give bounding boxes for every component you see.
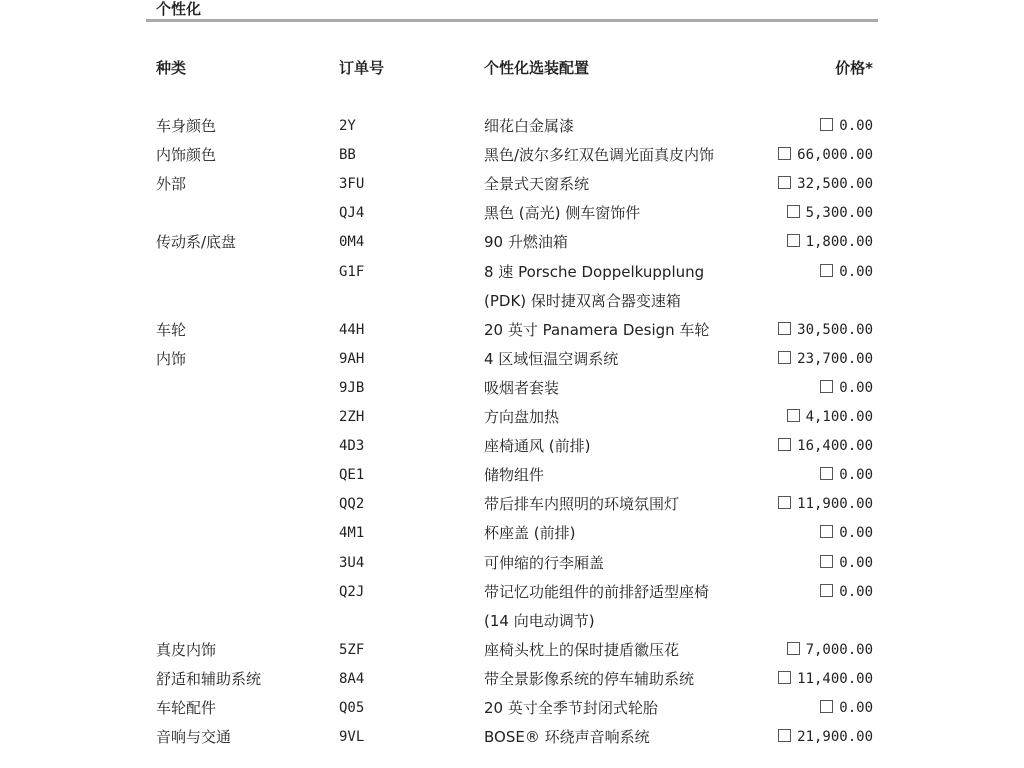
price-value: 0.00 bbox=[839, 467, 873, 484]
price-value: 30,500.00 bbox=[797, 321, 873, 338]
table-row bbox=[0, 582, 1024, 611]
price-value: 21,900.00 bbox=[797, 729, 873, 746]
row-option: 20 英寸 Panamera Design 车轮 bbox=[484, 320, 710, 339]
row-order-no: 2Y bbox=[339, 118, 356, 134]
row-order-no: 44H bbox=[339, 321, 365, 338]
row-price bbox=[760, 640, 873, 660]
option-checkbox[interactable] bbox=[778, 351, 791, 364]
header-price: 价格* bbox=[835, 59, 873, 77]
row-option: 细花白金属漆 bbox=[484, 117, 575, 135]
row-price bbox=[760, 523, 873, 543]
row-option: (14 向电动调节) bbox=[484, 611, 595, 630]
table-row bbox=[0, 611, 1024, 640]
option-checkbox[interactable] bbox=[820, 700, 833, 713]
table-row bbox=[0, 553, 1024, 582]
table-row bbox=[0, 116, 1024, 145]
section-title: 个性化 bbox=[156, 0, 202, 18]
option-checkbox[interactable] bbox=[820, 525, 833, 538]
price-value: 23,700.00 bbox=[797, 350, 873, 367]
row-price bbox=[760, 436, 873, 456]
row-order-no: G1F bbox=[339, 263, 365, 280]
row-price bbox=[760, 465, 873, 485]
row-price bbox=[760, 553, 873, 573]
row-option: 方向盘加热 bbox=[484, 408, 560, 426]
option-checkbox[interactable] bbox=[820, 467, 833, 480]
row-option: 黑色 (高光) 侧车窗饰件 bbox=[484, 204, 641, 223]
option-checkbox[interactable] bbox=[778, 322, 791, 335]
row-option: 带记忆功能组件的前排舒适型座椅 bbox=[484, 582, 710, 601]
row-option: 储物组件 bbox=[484, 466, 545, 485]
row-category: 车轮 bbox=[156, 320, 187, 339]
row-order-no: 9AH bbox=[339, 350, 365, 367]
row-category: 内饰颜色 bbox=[156, 146, 217, 165]
row-price bbox=[760, 407, 873, 427]
row-option: (PDK) 保时捷双离合器变速箱 bbox=[484, 291, 681, 310]
row-order-no: 4D3 bbox=[339, 438, 365, 455]
row-order-no: 0M4 bbox=[339, 234, 365, 251]
row-price bbox=[760, 145, 873, 165]
table-row bbox=[0, 232, 1024, 261]
table-row bbox=[0, 407, 1024, 436]
row-option: 全景式天窗系统 bbox=[484, 175, 590, 194]
price-value: 1,800.00 bbox=[805, 234, 873, 251]
option-checkbox[interactable] bbox=[778, 438, 791, 451]
row-order-no: 3FU bbox=[339, 176, 365, 193]
row-order-no: QE1 bbox=[339, 467, 365, 484]
option-checkbox[interactable] bbox=[787, 409, 800, 422]
row-option: 可伸缩的行李厢盖 bbox=[484, 553, 605, 572]
row-option: BOSE® 环绕声音响系统 bbox=[484, 728, 650, 747]
table-row bbox=[0, 291, 1024, 320]
row-category: 音响与交通 bbox=[156, 728, 232, 747]
row-price bbox=[760, 727, 873, 747]
table-row bbox=[0, 727, 1024, 756]
row-price bbox=[760, 116, 873, 136]
table-row bbox=[0, 698, 1024, 727]
row-order-no: 9VL bbox=[339, 729, 365, 746]
row-order-no: 9JB bbox=[339, 379, 365, 396]
row-price bbox=[760, 262, 873, 282]
price-value: 32,500.00 bbox=[797, 176, 873, 193]
price-value: 16,400.00 bbox=[797, 438, 873, 455]
table-row bbox=[0, 203, 1024, 232]
table-row bbox=[0, 320, 1024, 349]
price-value: 5,300.00 bbox=[805, 205, 873, 222]
table-row bbox=[0, 174, 1024, 203]
row-category: 外部 bbox=[156, 175, 187, 194]
option-checkbox[interactable] bbox=[820, 118, 833, 131]
row-option: 黑色/波尔多红双色调光面真皮内饰 bbox=[484, 146, 715, 165]
row-option: 带全景影像系统的停车辅助系统 bbox=[484, 669, 695, 688]
row-option: 吸烟者套装 bbox=[484, 378, 560, 397]
option-checkbox[interactable] bbox=[778, 496, 791, 509]
price-value: 0.00 bbox=[839, 525, 873, 542]
row-option: 杯座盖 (前排) bbox=[484, 524, 576, 543]
row-category: 传动系/底盘 bbox=[156, 233, 237, 252]
table-row bbox=[0, 494, 1024, 523]
row-category: 车身颜色 bbox=[156, 117, 217, 135]
row-order-no: 3U4 bbox=[339, 554, 365, 571]
option-checkbox[interactable] bbox=[787, 642, 800, 655]
price-value: 66,000.00 bbox=[797, 147, 873, 164]
row-order-no: 4M1 bbox=[339, 525, 365, 542]
option-checkbox[interactable] bbox=[787, 234, 800, 247]
row-price bbox=[760, 698, 873, 718]
price-value: 4,100.00 bbox=[805, 409, 873, 425]
price-value: 11,400.00 bbox=[797, 670, 873, 687]
row-order-no: QJ4 bbox=[339, 205, 365, 222]
table-row bbox=[0, 640, 1024, 669]
row-category: 真皮内饰 bbox=[156, 640, 217, 659]
row-option: 4 区域恒温空调系统 bbox=[484, 349, 619, 368]
row-price bbox=[760, 320, 873, 340]
row-option: 8 速 Porsche Doppelkupplung bbox=[484, 262, 705, 281]
row-order-no: Q05 bbox=[339, 700, 365, 716]
option-checkbox[interactable] bbox=[778, 147, 791, 160]
row-price bbox=[760, 232, 873, 252]
price-value: 7,000.00 bbox=[805, 641, 873, 658]
price-value: 0.00 bbox=[839, 263, 873, 280]
row-option: 带后排车内照明的环境氛围灯 bbox=[484, 495, 680, 514]
option-checkbox[interactable] bbox=[778, 176, 791, 189]
price-value: 11,900.00 bbox=[797, 496, 873, 513]
table-row bbox=[0, 523, 1024, 552]
row-price bbox=[760, 494, 873, 514]
price-value: 0.00 bbox=[839, 554, 873, 571]
option-checkbox[interactable] bbox=[787, 205, 800, 218]
header-category: 种类 bbox=[156, 59, 187, 77]
row-price bbox=[760, 669, 873, 689]
option-checkbox[interactable] bbox=[778, 671, 791, 684]
option-checkbox[interactable] bbox=[820, 380, 833, 393]
price-value: 0.00 bbox=[839, 700, 873, 716]
row-price bbox=[760, 349, 873, 369]
table-row bbox=[0, 436, 1024, 465]
price-value: 0.00 bbox=[839, 583, 873, 600]
row-order-no: 8A4 bbox=[339, 670, 365, 687]
option-checkbox[interactable] bbox=[778, 729, 791, 742]
table-row bbox=[0, 349, 1024, 378]
table-row bbox=[0, 145, 1024, 174]
option-checkbox[interactable] bbox=[820, 555, 833, 568]
header-option: 个性化选装配置 bbox=[484, 59, 590, 77]
price-value: 0.00 bbox=[839, 379, 873, 396]
row-option: 90 升燃油箱 bbox=[484, 233, 568, 252]
table-row bbox=[0, 378, 1024, 407]
option-checkbox[interactable] bbox=[820, 584, 833, 597]
row-category: 车轮配件 bbox=[156, 699, 217, 717]
row-price bbox=[760, 378, 873, 398]
table-row bbox=[0, 262, 1024, 291]
row-category: 舒适和辅助系统 bbox=[156, 669, 262, 688]
row-price bbox=[760, 582, 873, 602]
option-checkbox[interactable] bbox=[820, 264, 833, 277]
row-order-no: BB bbox=[339, 147, 356, 164]
table-row bbox=[0, 669, 1024, 698]
row-order-no: Q2J bbox=[339, 583, 365, 600]
row-price bbox=[760, 203, 873, 223]
row-category: 内饰 bbox=[156, 349, 187, 368]
row-price bbox=[760, 174, 873, 194]
row-order-no: 2ZH bbox=[339, 409, 365, 425]
row-option: 座椅通风 (前排) bbox=[484, 437, 591, 456]
row-option: 座椅头枕上的保时捷盾徽压花 bbox=[484, 640, 680, 659]
row-option: 20 英寸全季节封闭式轮胎 bbox=[484, 699, 658, 717]
table-row bbox=[0, 465, 1024, 494]
price-value: 0.00 bbox=[839, 118, 873, 134]
row-order-no: QQ2 bbox=[339, 496, 365, 513]
header-order-no: 订单号 bbox=[339, 59, 385, 77]
row-order-no: 5ZF bbox=[339, 641, 365, 658]
section-divider bbox=[146, 19, 878, 22]
